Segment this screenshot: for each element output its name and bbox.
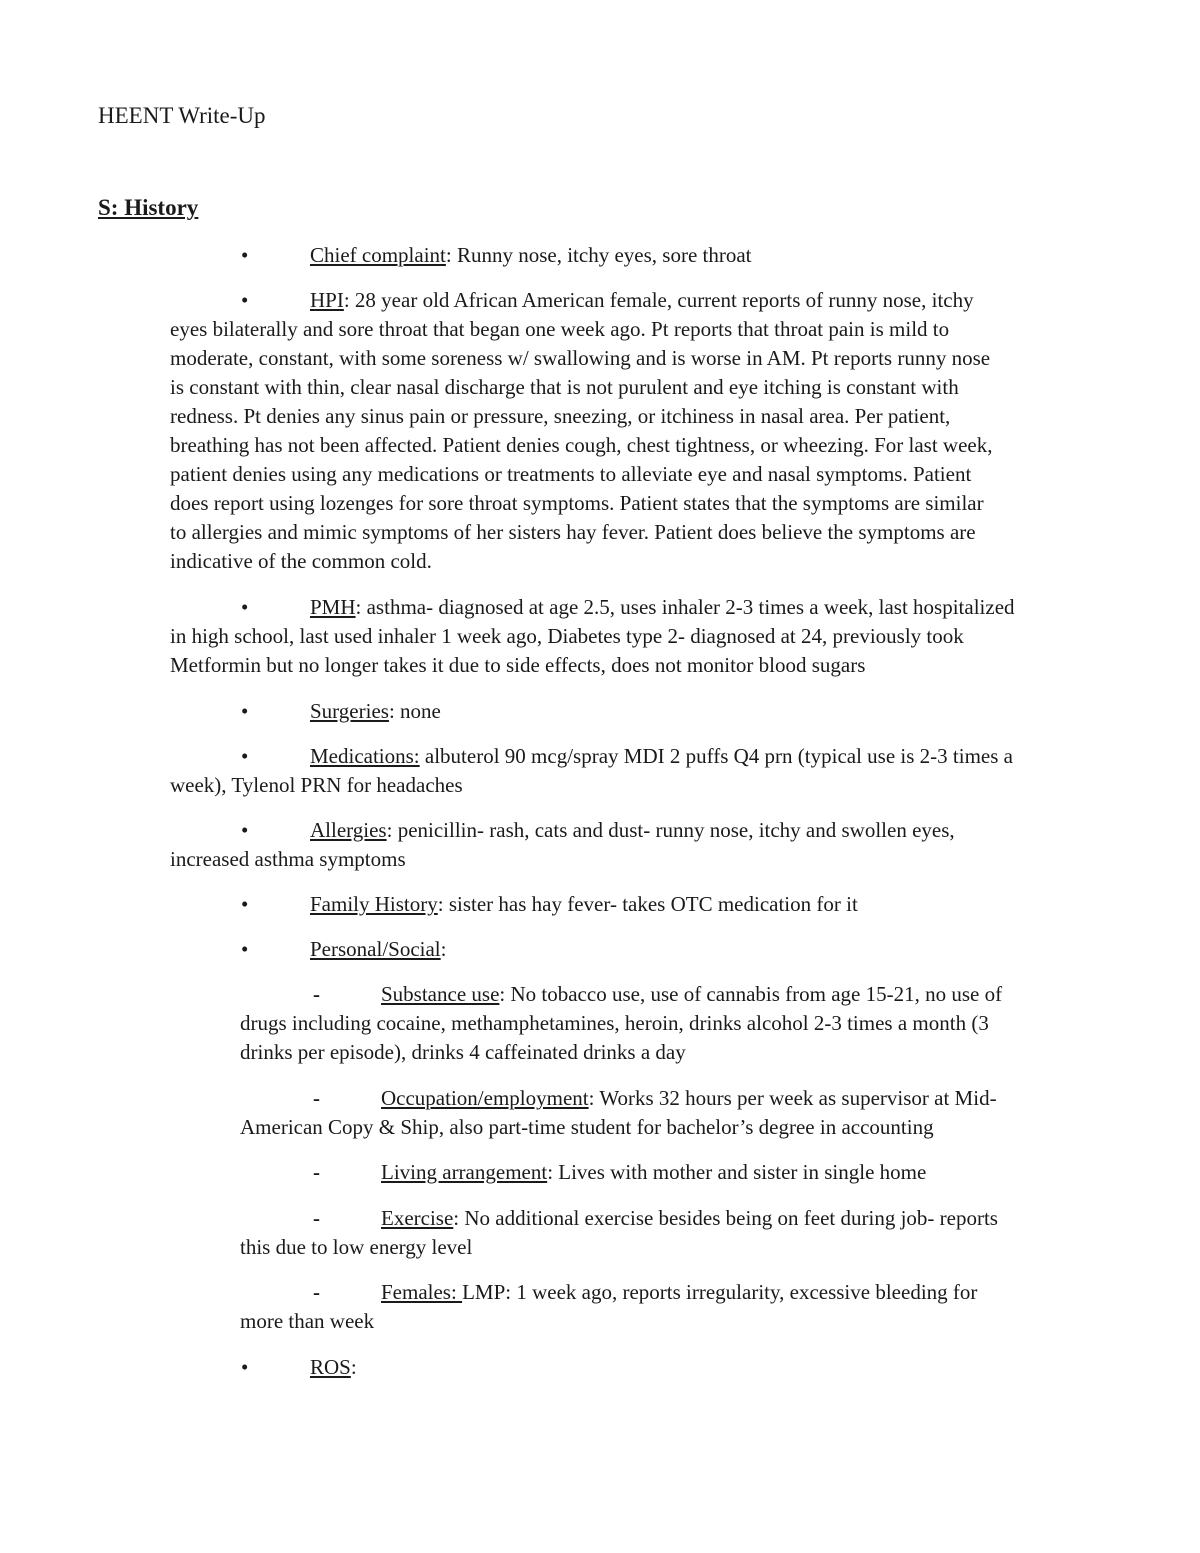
item-pmh (170, 593, 1110, 680)
bullet-icon: • (241, 699, 249, 723)
label-ros: ROS (310, 1355, 351, 1379)
bullet-icon: • (241, 1355, 249, 1379)
bullet-icon: • (241, 744, 249, 768)
text-occupation-first: : Works 32 hours per week as supervisor at Mid- (588, 1086, 997, 1110)
text-living-arrangement: : Lives with mother and sister in single home (547, 1160, 927, 1184)
label-allergies: Allergies (310, 818, 387, 842)
text-family-history: : sister has hay fever- takes OTC medication for it (437, 892, 858, 916)
label-medications: Medications: (310, 744, 420, 768)
text-hpi-line: patient denies using any medications or treatments to alleviate eye and nasal symptoms. Patient (170, 462, 972, 486)
label-living-arrangement: Living arrangement (381, 1160, 548, 1184)
label-chief-complaint: Chief complaint (310, 243, 446, 267)
item-chief-complaint (170, 241, 1110, 270)
text-females-line: more than week (240, 1309, 375, 1333)
label-occupation: Occupation/employment (381, 1086, 589, 1110)
bullet-icon: • (241, 937, 249, 961)
dash-icon: - (313, 1086, 320, 1110)
label-personal-social: Personal/Social (310, 937, 441, 961)
text-hpi-first: : 28 year old African American female, current reports of runny nose, itchy (343, 288, 974, 312)
subitem-exercise (240, 1204, 1110, 1262)
label-substance-use: Substance use (381, 982, 500, 1006)
item-medications (170, 742, 1110, 800)
text-substance-use-line: drinks per episode), drinks 4 caffeinated drinks a day (240, 1040, 686, 1064)
text-substance-use-first: : No tobacco use, use of cannabis from age 15-21, no use of (499, 982, 1003, 1006)
text-chief-complaint: : Runny nose, itchy eyes, sore throat (445, 243, 752, 267)
text-hpi-line: does report using lozenges for sore throat symptoms. Patient states that the symptoms are similar (170, 491, 984, 515)
text-substance-use-line: drugs including cocaine, methamphetamines, heroin, drinks alcohol 2-3 times a month (3 (240, 1011, 989, 1035)
bullet-icon: • (241, 243, 249, 267)
text-exercise-line: this due to low energy level (240, 1235, 473, 1259)
section-heading-history: S: History (98, 195, 199, 220)
label-surgeries: Surgeries (310, 699, 389, 723)
dash-icon: - (313, 1160, 320, 1184)
text-allergies-line: increased asthma symptoms (170, 847, 406, 871)
item-ros (170, 1353, 1110, 1382)
label-exercise: Exercise (381, 1206, 454, 1230)
text-hpi-line: redness. Pt denies any sinus pain or pressure, sneezing, or itchiness in nasal area. Per patient, (170, 404, 951, 428)
label-family-history: Family History (310, 892, 438, 916)
subitem-substance-use (240, 980, 1110, 1067)
text-pmh-line: Metformin but no longer takes it due to side effects, does not monitor blood sugars (170, 653, 866, 677)
text-allergies-first: : penicillin- rash, cats and dust- runny nose, itchy and swollen eyes, (386, 818, 955, 842)
document-title: HEENT Write-Up (98, 103, 266, 128)
text-ros: : (350, 1355, 357, 1379)
item-surgeries (170, 697, 1110, 726)
text-personal-social: : (440, 937, 447, 961)
text-pmh-first: : asthma- diagnosed at age 2.5, uses inhaler 2-3 times a week, last hospitalized (355, 595, 1015, 619)
label-pmh: PMH (310, 595, 356, 619)
text-females-first: LMP: 1 week ago, reports irregularity, excessive bleeding for (462, 1280, 978, 1304)
bullet-icon: • (241, 892, 249, 916)
text-medications-line: week), Tylenol PRN for headaches (170, 773, 463, 797)
text-surgeries: : none (388, 699, 441, 723)
label-females: Females: (381, 1280, 463, 1304)
dash-icon: - (313, 982, 320, 1006)
subitem-females (240, 1278, 1110, 1336)
item-hpi (170, 286, 1110, 576)
text-hpi-line: indicative of the common cold. (170, 549, 432, 573)
text-occupation-line: American Copy & Ship, also part-time student for bachelor’s degree in accounting (240, 1115, 934, 1139)
item-personal-social (170, 935, 1110, 964)
subitem-living-arrangement (240, 1158, 1110, 1187)
item-family-history (170, 890, 1110, 919)
text-hpi-line: breathing has not been affected. Patient denies cough, chest tightness, or wheezing. For last week, (170, 433, 993, 457)
bullet-icon: • (241, 818, 249, 842)
text-hpi-line: is constant with thin, clear nasal discharge that is not purulent and eye itching is constant with (170, 375, 959, 399)
text-exercise-first: : No additional exercise besides being on feet during job- reports (453, 1206, 998, 1230)
dash-icon: - (313, 1206, 320, 1230)
text-hpi-line: to allergies and mimic symptoms of her sisters hay fever. Patient does believe the symptoms are (170, 520, 976, 544)
text-medications-first: albuterol 90 mcg/spray MDI 2 puffs Q4 prn (typical use is 2-3 times a (419, 744, 1013, 768)
dash-icon: - (313, 1280, 320, 1304)
subitem-occupation (240, 1084, 1110, 1142)
item-allergies (170, 816, 1110, 874)
text-hpi-line: moderate, constant, with some soreness w/ swallowing and is worse in AM. Pt reports runny nose (170, 346, 991, 370)
text-pmh-line: in high school, last used inhaler 1 week ago, Diabetes type 2- diagnosed at 24, previously took (170, 624, 964, 648)
bullet-icon: • (241, 288, 249, 312)
text-hpi-line: eyes bilaterally and sore throat that began one week ago. Pt reports that throat pain is mild to (170, 317, 950, 341)
bullet-icon: • (241, 595, 249, 619)
label-hpi: HPI (310, 288, 344, 312)
